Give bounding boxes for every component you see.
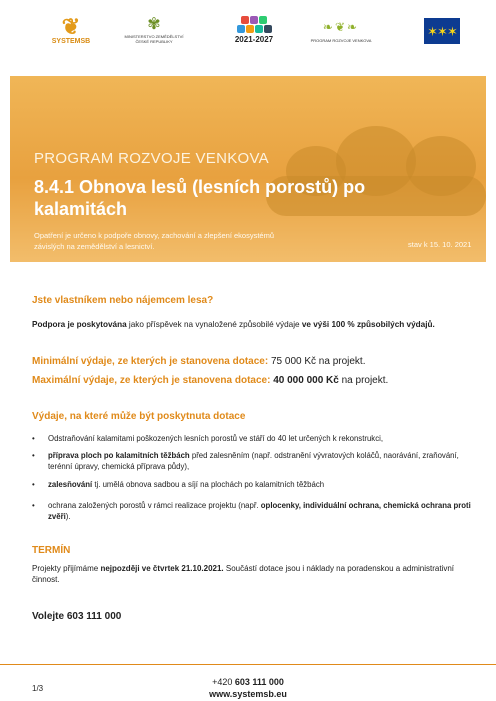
- deadline-note: Součástí dotace jsou i náklady na poradenskou a administrativní činnost.: [32, 564, 455, 584]
- phone-number: 603 111 000: [234, 677, 284, 687]
- deadline-text: Projekty přijímáme: [32, 564, 101, 573]
- min-expenses: [32, 356, 366, 367]
- call-to-action: Volejte 603 111 000: [32, 611, 122, 622]
- support-bold-start: Podpora je poskytována: [32, 320, 127, 329]
- list-item-body: před zalesněním (např. odstranění vývratových koláčů, naorávání, zraňování, terénní úpravy, chemická příprava půdy),: [48, 451, 459, 471]
- ministry-agriculture-logo: [122, 16, 186, 44]
- website-link[interactable]: www.systemsb.eu: [209, 689, 287, 699]
- list-item-body: tj. umělá obnova sadbou a síjí na plochách po kalamitních těžbách: [92, 480, 325, 489]
- list-item-text: [48, 450, 472, 472]
- footer-phone[interactable]: [0, 677, 496, 687]
- hex-icon: [259, 16, 267, 24]
- costs-heading: Výdaje, na které může být poskytnuta dotace: [32, 411, 246, 422]
- systemsb-logo-text: SYSTEMSB: [51, 38, 91, 45]
- header-banner: [10, 76, 486, 262]
- list-item-body: ochrana založených porostů v rámci realizace projektu (např.: [48, 501, 261, 510]
- list-item: [32, 433, 472, 444]
- leaf-icon: ❧❦❧: [322, 20, 360, 34]
- systemsb-emblem-icon: ❦: [61, 14, 81, 39]
- min-expenses-label: Minimální výdaje, ze kterých je stanovena dotace:: [32, 356, 269, 367]
- support-text: jako příspěvek na vynaložené způsobilé výdaje: [126, 320, 302, 329]
- prv-logo-text: PROGRAM ROZVOJE VENKOVA: [310, 38, 372, 43]
- cap-period: 2021-2027: [234, 35, 274, 44]
- hex-icon: [246, 25, 254, 33]
- support-bold-end: ve výši 100 % způsobilých výdajů.: [301, 320, 435, 329]
- wheat-icon: ✾: [147, 16, 161, 33]
- hex-icon: [255, 25, 263, 33]
- list-item-text: [48, 433, 472, 444]
- max-expenses-amount: 40 000 000 Kč: [270, 375, 339, 386]
- eu-flag-icon: [424, 18, 460, 44]
- hex-icon: [241, 16, 249, 24]
- list-item-bold: oplocenky, individuální ochrana, chemická ochrana proti zvěři: [48, 501, 471, 521]
- deadline-paragraph: [32, 563, 472, 585]
- list-item-bold: zalesňování: [48, 480, 93, 489]
- bullet-icon: •: [32, 501, 35, 510]
- list-item: [32, 479, 472, 490]
- list-item-end: ).: [65, 512, 71, 521]
- list-item: [32, 450, 472, 472]
- page-title: 8.4.1 Obnova lesů (lesních porostů) po kalamitách: [34, 177, 366, 219]
- support-paragraph: [32, 320, 472, 329]
- phone-prefix: +420: [212, 677, 235, 687]
- bullet-icon: •: [32, 480, 35, 489]
- deadline-date: nejpozději ve čtvrtek 21.10.2021.: [100, 564, 224, 573]
- page-number: 1/3: [32, 684, 44, 693]
- list-item-text: [48, 500, 472, 522]
- bullet-icon: •: [32, 434, 35, 443]
- measure-description: Opatření je určeno k podpoře obnovy, zachování a zlepšení ekosystémů závislých na zemědělství a lesnictví.: [34, 231, 275, 251]
- program-label: PROGRAM ROZVOJE VENKOVA: [34, 150, 269, 167]
- max-expenses-value: na projekt.: [338, 375, 389, 386]
- list-item-body: Odstraňování kalamitami poškozených lesních porostů ve stáří do 40 let určených k rekonstrukci,: [48, 434, 383, 443]
- min-expenses-value: 75 000 Kč na projekt.: [268, 356, 366, 367]
- footer-divider: [0, 664, 496, 665]
- prv-logo: [306, 16, 376, 43]
- list-item-bold: příprava ploch po kalamitních těžbách: [48, 451, 190, 460]
- eu-stars-icon: ✶✶✶: [427, 23, 457, 39]
- ministry-name-line1: MINISTERSTVO ZEMĚDĚLSTVÍ: [124, 34, 184, 39]
- deadline-heading: TERMÍN: [32, 545, 71, 556]
- max-expenses: [32, 375, 388, 386]
- logo-bar: [36, 16, 464, 56]
- bullet-icon: •: [32, 451, 35, 460]
- cap-hex-icons: [228, 16, 280, 24]
- hex-icon: [264, 25, 272, 33]
- ministry-name-line2: ČESKÉ REPUBLIKY: [135, 39, 173, 44]
- list-item: [32, 500, 472, 522]
- systemsb-logo: [46, 16, 96, 45]
- max-expenses-label: Maximální výdaje, ze kterých je stanovena dotace:: [32, 375, 271, 386]
- hex-icon: [250, 16, 258, 24]
- list-item-text: [48, 479, 472, 490]
- cap-logo: [228, 16, 280, 44]
- hex-icon: [237, 25, 245, 33]
- cap-hex-icons-row2: [228, 25, 280, 33]
- status-date: stav k 15. 10. 2021: [408, 240, 472, 249]
- question-heading: Jste vlastníkem nebo nájemcem lesa?: [32, 295, 214, 306]
